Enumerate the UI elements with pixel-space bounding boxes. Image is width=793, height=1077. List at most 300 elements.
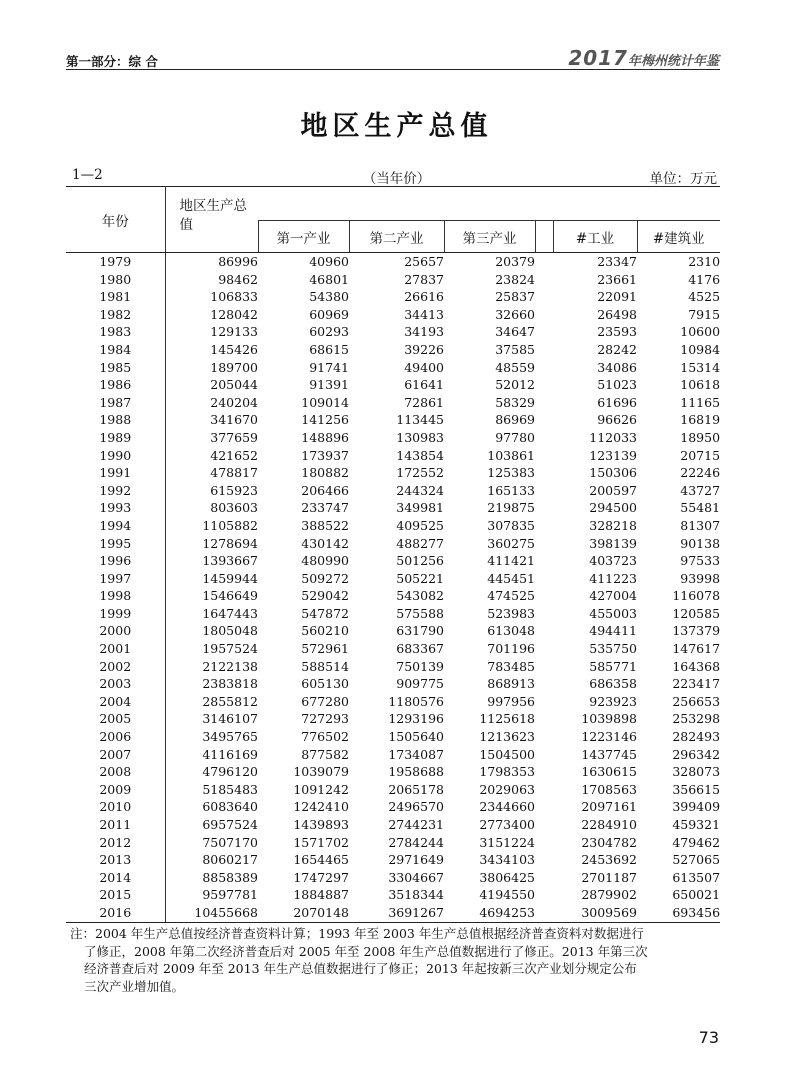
cell-tertiary: 125383	[487, 465, 535, 481]
cell-year: 1996	[66, 552, 165, 570]
cell-gdp: 2855812	[202, 693, 258, 709]
cell-secondary: 27837	[404, 271, 444, 287]
cell-secondary: 26616	[404, 289, 444, 305]
cell-primary: 572961	[301, 641, 349, 657]
price-basis: （当年价）	[362, 171, 431, 187]
table-row	[66, 640, 720, 658]
cell-industry: 150306	[589, 465, 637, 481]
cell-tertiary: 997956	[487, 693, 535, 709]
cell-industry: 123139	[589, 447, 637, 463]
cell-gdp: 128042	[210, 306, 258, 322]
cell-construction: 693456	[637, 904, 720, 922]
cell-gdp: 8060217	[202, 852, 258, 868]
cell-gdp: 129133	[210, 324, 258, 340]
cell-primary: 1884887	[293, 887, 349, 903]
cell-construction: 11165	[680, 394, 721, 410]
cell-primary: 1091242	[293, 781, 349, 797]
cell-primary: 388522	[301, 517, 349, 533]
cell-year: 2016	[66, 904, 165, 922]
table-row	[66, 851, 720, 869]
cell-primary: 727293	[301, 711, 349, 727]
cell-secondary: 750139	[396, 658, 444, 674]
cell-year: 1986	[66, 376, 165, 394]
table-row	[66, 464, 720, 482]
table-row	[66, 675, 720, 693]
cell-tertiary: 523983	[487, 605, 535, 621]
cell-industry: 2284910	[581, 817, 637, 832]
cell-secondary: 409525	[396, 517, 444, 533]
cell-secondary: 49400	[404, 359, 444, 375]
cell-tertiary: 219875	[487, 500, 535, 516]
cell-construction: 97533	[680, 553, 721, 569]
cell-industry: 23347	[597, 254, 637, 269]
cell-tertiary: 97780	[495, 429, 535, 445]
cell-tertiary: 37585	[495, 341, 535, 357]
cell-construction: 22246	[680, 465, 721, 481]
cell-primary: 109014	[301, 394, 349, 410]
cell-secondary: 2971649	[388, 852, 444, 868]
table-row	[66, 271, 720, 289]
cell-year: 2015	[66, 886, 165, 904]
section-header: 第一部分：综 合	[66, 54, 158, 69]
cell-gdp: 615923	[210, 482, 258, 498]
cell-year: 1990	[66, 447, 165, 465]
cell-primary: 1654465	[293, 852, 349, 868]
cell-primary: 1571702	[293, 834, 349, 850]
cell-industry: 328218	[589, 517, 637, 533]
cell-construction: 356615	[672, 781, 721, 797]
cell-tertiary: 3434103	[479, 852, 535, 868]
cell-industry: 1039898	[581, 711, 637, 727]
cell-year: 1979	[66, 253, 165, 271]
cell-industry: 1708563	[581, 781, 637, 797]
cell-construction: 7915	[688, 306, 721, 322]
cell-year: 1993	[66, 499, 165, 517]
col-header-secondary: 第二产业	[349, 221, 444, 253]
yearbook-header	[568, 46, 719, 70]
cell-year: 2003	[66, 675, 165, 693]
cell-industry: 535750	[589, 641, 637, 657]
col-header-year: 年份	[66, 187, 165, 253]
cell-year: 1984	[66, 341, 165, 359]
col-header-tertiary: 第三产业	[444, 221, 535, 253]
cell-tertiary: 474525	[487, 588, 535, 604]
cell-year: 2014	[66, 869, 165, 887]
cell-secondary: 2784244	[388, 834, 444, 850]
table-row	[66, 781, 720, 799]
cell-industry: 923923	[589, 693, 637, 709]
cell-construction: 55481	[680, 500, 721, 516]
cell-secondary: 39226	[404, 341, 444, 357]
cell-industry: 2701187	[581, 869, 637, 885]
gdp-table	[66, 186, 720, 923]
cell-primary: 173937	[301, 447, 349, 463]
cell-primary: 1242410	[293, 799, 349, 815]
cell-secondary: 1958688	[388, 764, 444, 780]
table-row	[66, 605, 720, 623]
footnote-line: 了修正，2008 年第二次经济普查后对 2005 年至 2008 年生产总值数据进行了修正。2013 年第三次	[84, 943, 648, 959]
cell-gdp: 3495765	[202, 729, 258, 745]
cell-year: 2012	[66, 834, 165, 852]
table-row	[66, 746, 720, 764]
cell-secondary: 501256	[396, 553, 444, 569]
footnote-line: 经济普查后对 2009 年至 2013 年生产总值数据进行了修正；2013 年起按新三次产业划分规定公布	[84, 961, 637, 976]
cell-year: 2005	[66, 710, 165, 728]
cell-construction: 256653	[672, 693, 721, 709]
col-header-primary: 第一产业	[258, 221, 349, 253]
cell-tertiary: 4194550	[479, 887, 535, 903]
table-row	[66, 710, 720, 728]
page-number: 73	[698, 1028, 719, 1047]
table-row	[66, 869, 720, 887]
table-row	[66, 429, 720, 447]
cell-gdp: 421652	[210, 447, 258, 463]
cell-tertiary: 3806425	[479, 869, 535, 885]
cell-industry: 2453692	[581, 852, 637, 868]
cell-year: 1995	[66, 535, 165, 553]
cell-secondary: 130983	[396, 429, 444, 445]
cell-gdp: 1459944	[202, 570, 258, 586]
cell-secondary: 909775	[396, 676, 444, 692]
table-row	[66, 306, 720, 324]
cell-year: 1994	[66, 517, 165, 535]
cell-construction: 10600	[680, 324, 721, 340]
cell-tertiary: 1125618	[479, 711, 535, 727]
cell-secondary: 1180576	[388, 693, 444, 709]
table-row	[66, 499, 720, 517]
table-row	[66, 798, 720, 816]
table-row	[66, 447, 720, 465]
cell-gdp: 803603	[210, 500, 258, 516]
table-row	[66, 886, 720, 904]
table-row	[66, 288, 720, 306]
table-row	[66, 693, 720, 711]
cell-year: 1983	[66, 323, 165, 341]
cell-primary: 877582	[301, 746, 349, 762]
cell-industry: 200597	[589, 482, 637, 498]
cell-primary: 60293	[309, 324, 349, 340]
cell-tertiary: 1213623	[479, 729, 535, 745]
cell-primary: 529042	[301, 588, 349, 604]
cell-secondary: 631790	[396, 623, 444, 639]
cell-industry: 28242	[597, 341, 637, 357]
cell-gdp: 2122138	[202, 658, 258, 674]
table-row	[66, 394, 720, 412]
table-row	[66, 658, 720, 676]
cell-gdp: 86996	[218, 254, 258, 269]
cell-year: 2008	[66, 763, 165, 781]
cell-tertiary: 23824	[495, 271, 535, 287]
cell-industry: 61696	[597, 394, 637, 410]
cell-primary: 91741	[309, 359, 349, 375]
cell-industry: 23593	[597, 324, 637, 340]
cell-construction: 10984	[680, 341, 721, 357]
cell-gdp: 8858389	[202, 869, 258, 885]
cell-industry: 294500	[589, 500, 637, 516]
table-row	[66, 728, 720, 746]
cell-secondary: 488277	[396, 535, 444, 551]
table-row	[66, 622, 720, 640]
cell-secondary: 72861	[404, 394, 444, 410]
cell-tertiary: 783485	[487, 658, 535, 674]
cell-tertiary: 20379	[495, 254, 535, 269]
cell-industry: 3009569	[553, 904, 637, 922]
cell-construction: 296342	[672, 746, 721, 762]
cell-industry: 585771	[589, 658, 637, 674]
col-header-industry: #工业	[553, 221, 637, 253]
cell-gdp: 9597781	[202, 887, 258, 903]
cell-secondary: 34413	[404, 306, 444, 322]
cell-year: 2013	[66, 851, 165, 869]
cell-primary: 148896	[301, 429, 349, 445]
cell-gdp: 1957524	[202, 641, 258, 657]
col-header-construction: #建筑业	[637, 221, 720, 253]
cell-tertiary: 2344660	[479, 799, 535, 815]
cell-industry: 2097161	[581, 799, 637, 815]
cell-tertiary: 2773400	[479, 817, 535, 832]
cell-year: 2011	[66, 816, 165, 834]
cell-tertiary: 103861	[487, 447, 535, 463]
cell-gdp: 98462	[218, 271, 258, 287]
cell-year: 2002	[66, 658, 165, 676]
cell-primary: 206466	[301, 482, 349, 498]
cell-construction: 137379	[672, 623, 721, 639]
cell-primary: 480990	[301, 553, 349, 569]
cell-secondary: 25657	[404, 254, 444, 269]
cell-construction: 147617	[672, 641, 721, 657]
cell-primary: 1439893	[293, 817, 349, 832]
cell-secondary: 61641	[404, 377, 444, 393]
cell-primary: 1039079	[293, 764, 349, 780]
table-row	[66, 904, 720, 922]
cell-tertiary: 868913	[487, 676, 535, 692]
cell-industry: 2879902	[581, 887, 637, 903]
cell-primary: 68615	[309, 341, 349, 357]
cell-primary: 2070148	[258, 904, 349, 922]
cell-construction: 116078	[672, 588, 721, 604]
cell-primary: 46801	[309, 271, 349, 287]
cell-construction: 164368	[672, 658, 721, 674]
page-title: 地区生产总值	[300, 111, 493, 142]
cell-gdp: 106833	[210, 289, 258, 305]
cell-tertiary: 48559	[495, 359, 535, 375]
cell-primary: 547872	[301, 605, 349, 621]
yearbook-name: 年梅州统计年鉴	[627, 54, 719, 69]
cell-construction: 527065	[672, 852, 721, 868]
cell-construction: 613507	[672, 869, 721, 885]
cell-construction: 16819	[680, 412, 721, 428]
table-row	[66, 834, 720, 852]
cell-gdp: 1647443	[202, 605, 258, 621]
cell-gdp: 3146107	[202, 711, 258, 727]
cell-industry: 403723	[589, 553, 637, 569]
cell-industry: 427004	[589, 588, 637, 604]
cell-construction: 282493	[672, 729, 721, 745]
cell-construction: 399409	[672, 799, 721, 815]
cell-year: 2009	[66, 781, 165, 799]
cell-secondary: 1293196	[388, 711, 444, 727]
cell-tertiary: 3151224	[479, 834, 535, 850]
cell-gdp: 478817	[210, 465, 258, 481]
cell-tertiary: 34647	[495, 324, 535, 340]
cell-tertiary: 1798353	[479, 764, 535, 780]
cell-tertiary: 307835	[487, 517, 535, 533]
cell-secondary: 143854	[396, 447, 444, 463]
cell-tertiary: 4694253	[444, 904, 535, 922]
cell-gdp: 189700	[210, 359, 258, 375]
cell-secondary: 683367	[396, 641, 444, 657]
cell-secondary: 3518344	[388, 887, 444, 903]
cell-construction: 10618	[680, 377, 721, 393]
cell-primary: 776502	[301, 729, 349, 745]
cell-primary: 233747	[301, 500, 349, 516]
cell-secondary: 244324	[396, 482, 444, 498]
cell-gdp: 6083640	[202, 799, 258, 815]
cell-gdp: 1393667	[202, 553, 258, 569]
cell-gdp: 145426	[210, 341, 258, 357]
cell-secondary: 2744231	[388, 817, 444, 832]
cell-construction: 18950	[680, 429, 721, 445]
yearbook-year: 2017	[568, 46, 628, 70]
cell-industry: 686358	[589, 676, 637, 692]
cell-primary: 430142	[301, 535, 349, 551]
cell-industry: 96626	[597, 412, 637, 428]
cell-industry: 112033	[589, 429, 637, 445]
footnote	[70, 925, 720, 995]
cell-primary: 1747297	[293, 869, 349, 885]
cell-industry: 1630615	[581, 764, 637, 780]
cell-secondary: 543082	[396, 588, 444, 604]
cell-primary: 54380	[309, 289, 349, 305]
table-row	[66, 253, 720, 271]
cell-construction: 459321	[672, 817, 721, 832]
cell-gdp: 1805048	[202, 623, 258, 639]
cell-primary: 141256	[301, 412, 349, 428]
cell-year: 1988	[66, 411, 165, 429]
cell-tertiary: 32660	[495, 306, 535, 322]
table-row	[66, 816, 720, 834]
cell-industry: 51023	[597, 377, 637, 393]
table-row	[66, 763, 720, 781]
table-row	[66, 587, 720, 605]
cell-construction: 253298	[672, 711, 721, 727]
cell-gdp: 1278694	[202, 535, 258, 551]
cell-construction: 15314	[680, 359, 721, 375]
cell-year: 2004	[66, 693, 165, 711]
cell-year: 1992	[66, 482, 165, 500]
cell-gdp: 1546649	[202, 588, 258, 604]
cell-secondary: 575588	[396, 605, 444, 621]
cell-tertiary: 52012	[495, 377, 535, 393]
cell-construction: 93998	[680, 570, 721, 586]
cell-secondary: 34193	[404, 324, 444, 340]
cell-industry: 398139	[589, 535, 637, 551]
table-row	[66, 359, 720, 377]
cell-primary: 180882	[301, 465, 349, 481]
cell-primary: 677280	[301, 693, 349, 709]
footnote-line: 三次产业增加值。	[84, 978, 185, 994]
cell-industry: 34086	[597, 359, 637, 375]
cell-construction: 20715	[680, 447, 721, 463]
cell-construction: 4176	[688, 271, 721, 287]
cell-year: 1987	[66, 394, 165, 412]
cell-year: 1985	[66, 359, 165, 377]
cell-primary: 91391	[309, 377, 349, 393]
cell-gdp: 7507170	[202, 834, 258, 850]
table-row	[66, 570, 720, 588]
cell-year: 1982	[66, 306, 165, 324]
table-row	[66, 323, 720, 341]
cell-year: 1999	[66, 605, 165, 623]
cell-secondary: 1505640	[388, 729, 444, 745]
table-row	[66, 535, 720, 553]
cell-construction: 120585	[672, 605, 721, 621]
cell-industry: 411223	[589, 570, 637, 586]
cell-year: 2001	[66, 640, 165, 658]
header-rule	[66, 69, 720, 70]
cell-tertiary: 445451	[487, 570, 535, 586]
cell-tertiary: 701196	[487, 641, 535, 657]
cell-secondary: 2496570	[388, 799, 444, 815]
cell-construction: 479462	[672, 834, 721, 850]
unit-label: 单位：万元	[649, 171, 717, 187]
cell-tertiary: 165133	[487, 482, 535, 498]
cell-year: 2010	[66, 798, 165, 816]
table-row	[66, 552, 720, 570]
cell-construction: 223417	[672, 676, 721, 692]
cell-construction: 2310	[688, 254, 721, 269]
cell-secondary: 1734087	[388, 746, 444, 762]
table-row	[66, 411, 720, 429]
cell-secondary: 3691267	[349, 904, 444, 922]
cell-secondary: 3304667	[388, 869, 444, 885]
cell-gdp: 4796120	[202, 764, 258, 780]
cell-gdp: 10455668	[165, 904, 258, 922]
cell-tertiary: 25837	[495, 289, 535, 305]
cell-construction: 4525	[688, 289, 721, 305]
cell-primary: 560210	[301, 623, 349, 639]
cell-secondary: 113445	[396, 412, 444, 428]
footnote-line: 注：2004 年生产总值按经济普查资料计算；1993 年至 2003 年生产总值根据经济普查资料对数据进行	[70, 926, 644, 941]
cell-primary: 509272	[301, 570, 349, 586]
cell-industry: 455003	[589, 605, 637, 621]
cell-gdp: 6957524	[202, 817, 258, 832]
cell-tertiary: 411421	[487, 553, 535, 569]
table-number: 1—2	[72, 167, 103, 183]
cell-secondary: 505221	[396, 570, 444, 586]
cell-secondary: 172552	[396, 465, 444, 481]
cell-primary: 60969	[309, 306, 349, 322]
cell-tertiary: 58329	[495, 394, 535, 410]
cell-industry: 494411	[589, 623, 637, 639]
cell-primary: 40960	[309, 254, 349, 269]
cell-gdp: 377659	[210, 429, 258, 445]
cell-year: 1998	[66, 587, 165, 605]
table-row	[66, 517, 720, 535]
cell-gdp: 5185483	[202, 781, 258, 797]
table-row	[66, 482, 720, 500]
cell-construction: 90138	[680, 535, 721, 551]
cell-secondary: 349981	[396, 500, 444, 516]
cell-construction: 81307	[680, 517, 721, 533]
cell-industry: 22091	[597, 289, 637, 305]
cell-primary: 588514	[301, 658, 349, 674]
cell-year: 2006	[66, 728, 165, 746]
cell-year: 1991	[66, 464, 165, 482]
cell-tertiary: 2029063	[479, 781, 535, 797]
cell-industry: 1437745	[581, 746, 637, 762]
cell-construction: 328073	[672, 764, 721, 780]
